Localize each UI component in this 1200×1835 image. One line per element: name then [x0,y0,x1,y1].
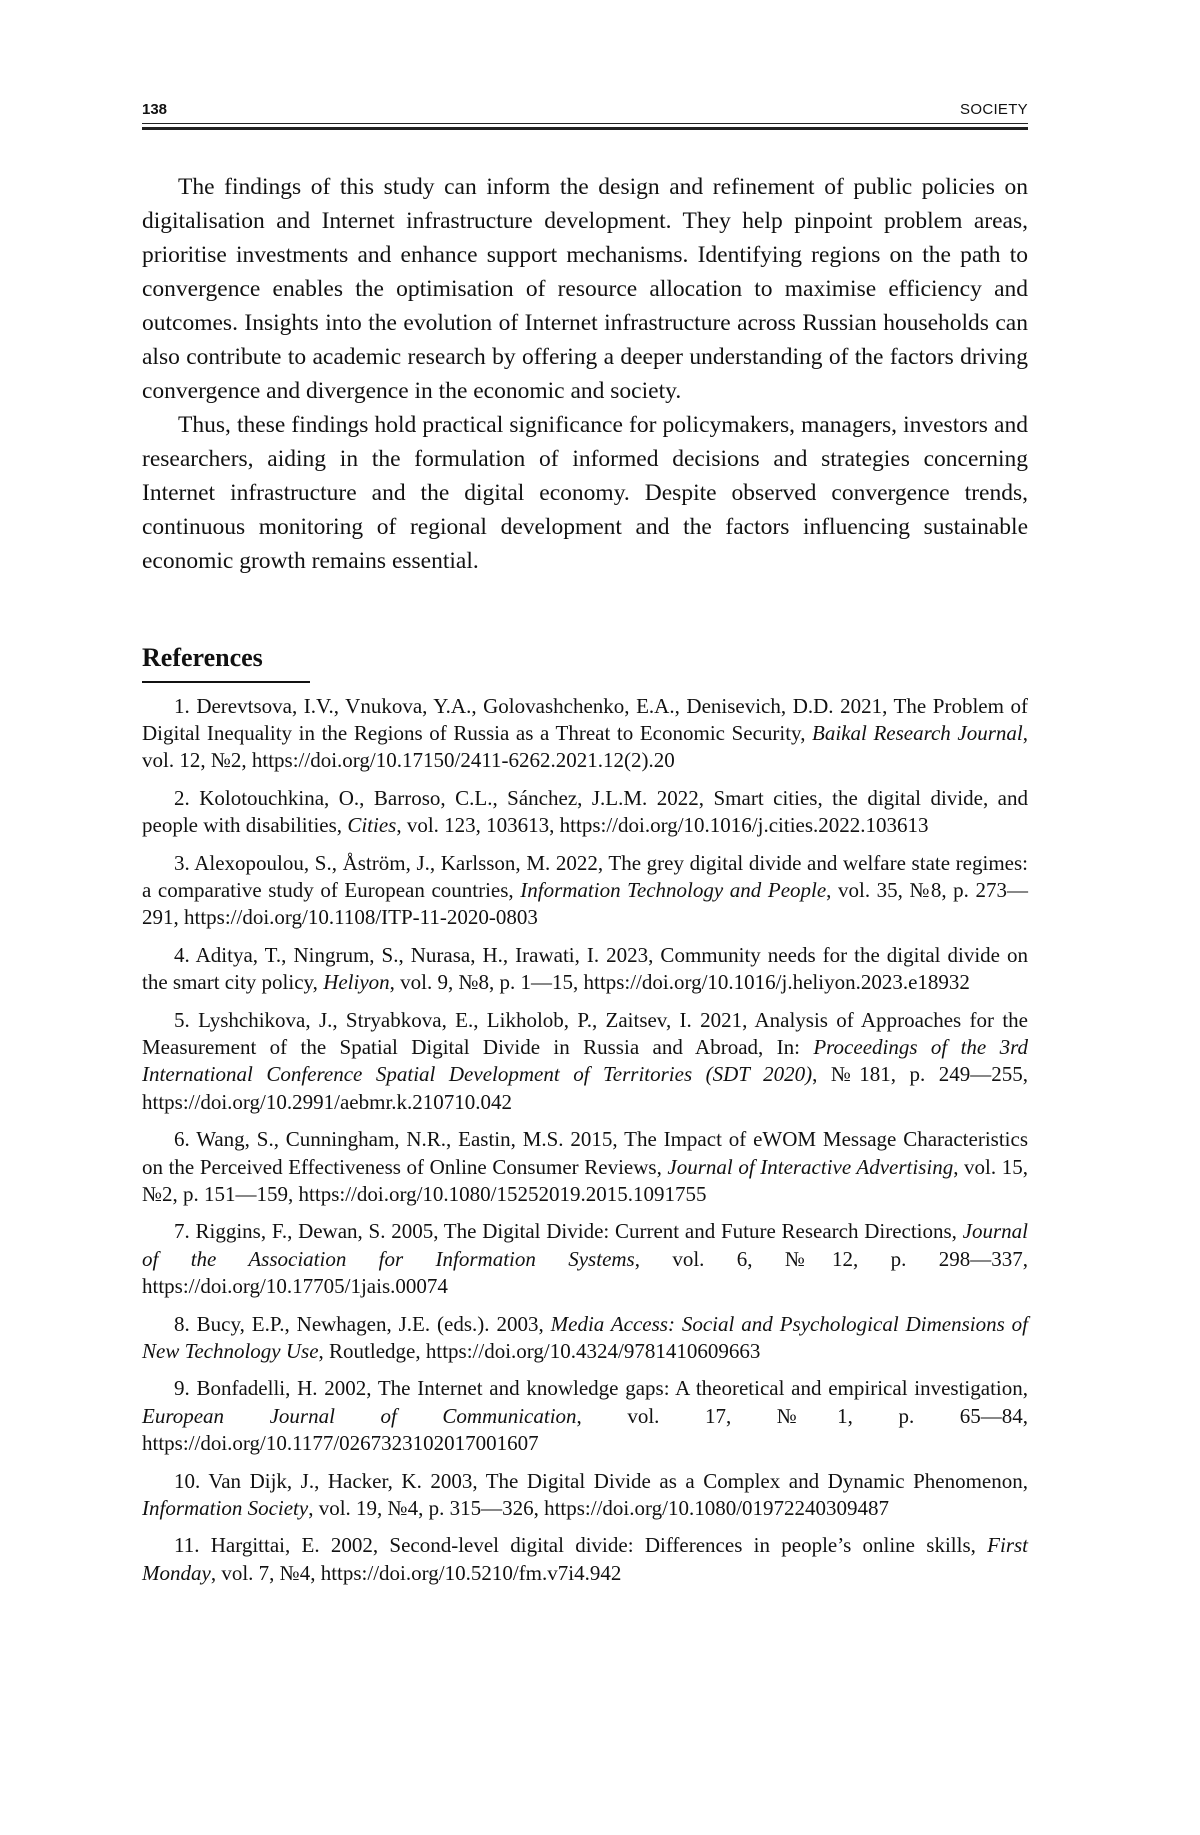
references-list [142,693,1028,1597]
reference-item: 3. Alexopoulou, S., Åström, J., Karlsson, M. 2022, The grey digital divide and welfare state regimes: a comparative study of European countries, Information Technology and People, vol. 35, №8, p. 273—291, https://doi.org/10.1108/ITP-11-2020-0803 [142,851,1028,930]
paragraph: Thus, these findings hold practical significance for policymakers, managers, investors and researchers, aiding in the formulation of informed decisions and strategies concerning Internet infrastructure and the digital economy. Despite observed convergence trends, continuous monitoring of regional development and the factors influencing sustainable economic growth remains essential. [142,412,1028,574]
body-text [142,170,1028,578]
reference-item: 7. Riggins, F., Dewan, S. 2005, The Digital Divide: Current and Future Research Directions, Journal of the Association for Information Systems, vol. 6, №12, p. 298—337, https://doi.org/10.17705/1jais.00074 [142,1219,1029,1298]
reference-item: 10. Van Dijk, J., Hacker, K. 2003, The Digital Divide as a Complex and Dynamic Phenomenon, Information Society, vol. 19, №4, p. 315—326, https://doi.org/10.1080/01972240309487 [142,1468,1028,1520]
reference-item: 6. Wang, S., Cunningham, N.R., Eastin, M.S. 2015, The Impact of eWOM Message Characteristics on the Perceived Effectiveness of Online Consumer Reviews, Journal of Interactive Advertising, vol. 15, №2, p. 151—159, https://doi.org/10.1080/15252019.2015.1091755 [142,1127,1028,1206]
section-title: SOCIETY [960,101,1028,118]
reference-item: 2. Kolotouchkina, O., Barroso, C.L., Sánchez, J.L.M. 2022, Smart cities, the digital divide, and people with disabilities, Cities, vol. 123, 103613, https://doi.org/10.1016/j.cities.2022.103613 [142,786,1028,838]
reference-item: 4. Aditya, T., Ningrum, S., Nurasa, H., Irawati, I. 2023, Community needs for the digital divide on the smart city policy, Heliyon, vol. 9, №8, p. 1—15, https://doi.org/10.1016/j.heliyon.2023.e18932 [142,943,1028,995]
paragraph: The findings of this study can inform the design and refinement of public policies on digitalisation and Internet infrastructure development. They help pinpoint problem areas, prioritise investments and enhance support mechanisms. Identifying regions on the path to convergence enables the optimisation of resource allocation to maximise efficiency and outcomes. Insights into the evolution of Internet infrastructure across Russian households can also contribute to academic research by offering a deeper understanding of the factors driving convergence and divergence in the economic and society. [142,174,1028,404]
header-rule-thick [142,127,1028,130]
references-heading: References [142,643,263,672]
reference-item: 1. Derevtsova, I.V., Vnukova, Y.A., Golovashchenko, E.A., Denisevich, D.D. 2021, The Problem of Digital Inequality in the Regions of Russia as a Threat to Economic Security, Baikal Research Journal, vol. 12, №2, https://doi.org/10.17150/2411-6262.2021.12(2).20 [142,694,1028,773]
reference-item: 11. Hargittai, E. 2002, Second-level digital divide: Differences in people’s online skills, First Monday, vol. 7, №4, https://doi.org/10.5210/fm.v7i4.942 [142,1533,1028,1585]
header-rule [142,123,1028,124]
reference-item: 9. Bonfadelli, H. 2002, The Internet and knowledge gaps: A theoretical and empirical investigation, European Journal of Communication, vol. 17, №1, p. 65—84, https://doi.org/10.1177/0267323102017001607 [142,1376,1029,1455]
reference-item: 5. Lyshchikova, J., Stryabkova, E., Likholob, P., Zaitsev, I. 2021, Analysis of Approaches for the Measurement of the Spatial Digital Divide in Russia and Abroad, In: Proceedings of the 3rd International Conference Spatial Development of Territories (SDT 2020), №181, p. 249—255, https://doi.org/10.2991/aebmr.k.210710.042 [142,1008,1028,1114]
page-number: 138 [142,101,168,118]
reference-item: 8. Bucy, E.P., Newhagen, J.E. (eds.). 2003, Media Access: Social and Psychological Dimensions of New Technology Use, Routledge, https://doi.org/10.4324/9781410609663 [142,1311,1029,1363]
references-heading-underline [142,681,310,683]
running-header [142,101,1028,121]
